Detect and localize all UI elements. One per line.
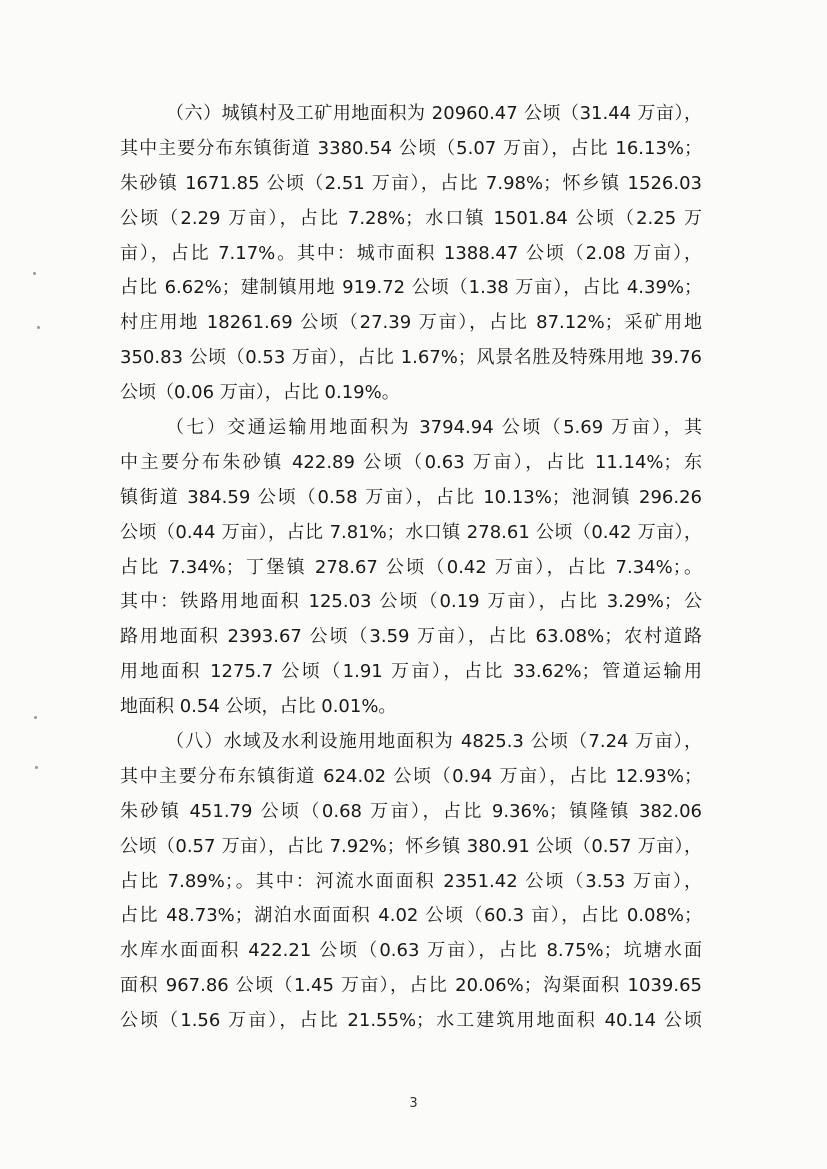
text-line: 占比 7.89%；。其中：河流水面面积 2351.42 公顷（3.53 万亩）， [120, 870, 702, 892]
text-line: 地面积 0.54 公顷，占比 0.01%。 [120, 696, 397, 718]
scan-speck [34, 716, 37, 719]
text-line: 占比 7.34%；丁堡镇 278.67 公顷（0.42 万亩），占比 7.34%；。 [120, 556, 702, 578]
text-line: 水库水面面积 422.21 公顷（0.63 万亩），占比 8.75%；坑塘水面 [120, 940, 702, 962]
text-line: （七）交通运输用地面积为 3794.94 公顷（5.69 万亩），其 [166, 417, 702, 439]
text-line: 公顷（0.44 万亩），占比 7.81%；水口镇 278.61 公顷（0.42 万亩）， [120, 521, 702, 543]
text-line: 朱砂镇 451.79 公顷（0.68 万亩），占比 9.36%；镇隆镇 382.06 [120, 800, 702, 822]
text-line: 朱砂镇 1671.85 公顷（2.51 万亩），占比 7.98%；怀乡镇 1526.03 [120, 172, 702, 194]
scan-speck [37, 326, 40, 329]
scan-speck [35, 766, 38, 769]
paragraph-urban-land [120, 97, 702, 411]
text-line: 中主要分布朱砂镇 422.89 公顷（0.63 万亩），占比 11.14%；东 [120, 451, 702, 473]
text-line: 其中主要分布东镇街道 3380.54 公顷（5.07 万亩），占比 16.13%； [120, 137, 702, 159]
text-line: 用地面积 1275.7 公顷（1.91 万亩），占比 33.62%；管道运输用 [120, 661, 702, 683]
paragraph-transport-land [120, 411, 702, 725]
text-line: （六）城镇村及工矿用地面积为 20960.47 公顷（31.44 万亩）， [166, 103, 702, 124]
text-line: 公顷（1.56 万亩），占比 21.55%；水工建筑用地面积 40.14 公顷 [120, 1010, 702, 1032]
text-line: 镇街道 384.59 公顷（0.58 万亩），占比 10.13%；池洞镇 296.26 [120, 486, 702, 508]
text-line: 公顷（0.06 万亩），占比 0.19%。 [120, 382, 400, 404]
text-line: 面积 967.86 公顷（1.45 万亩），占比 20.06%；沟渠面积 1039.65 [120, 975, 702, 997]
text-line: 村庄用地 18261.69 公顷（27.39 万亩），占比 87.12%；采矿用地 [120, 312, 702, 334]
text-line: 占比 48.73%；湖泊水面面积 4.02 公顷（60.3 亩），占比 0.08%； [120, 905, 702, 927]
body-text [120, 97, 702, 1039]
page-number: 3 [409, 1096, 418, 1111]
text-line: 其中：铁路用地面积 125.03 公顷（0.19 万亩），占比 3.29%；公 [120, 591, 702, 613]
paragraph-water-land [120, 725, 702, 1039]
text-line: 350.83 公顷（0.53 万亩），占比 1.67%；风景名胜及特殊用地 39.76 [120, 347, 702, 369]
text-line: 其中主要分布东镇街道 624.02 公顷（0.94 万亩），占比 12.93%； [120, 765, 702, 787]
text-line: （八）水域及水利设施用地面积为 4825.3 公顷（7.24 万亩）， [166, 731, 702, 753]
text-line: 路用地面积 2393.67 公顷（3.59 万亩），占比 63.08%；农村道路 [120, 626, 702, 648]
text-line: 公顷（0.57 万亩），占比 7.92%；怀乡镇 380.91 公顷（0.57 万亩）， [120, 835, 702, 857]
text-line: 公顷（2.29 万亩），占比 7.28%；水口镇 1501.84 公顷（2.25 万 [120, 207, 702, 229]
text-line: 占比 6.62%；建制镇用地 919.72 公顷（1.38 万亩），占比 4.39%； [120, 277, 702, 299]
text-line: 亩），占比 7.17%。其中：城市面积 1388.47 公顷（2.08 万亩）， [120, 242, 702, 264]
scan-speck [33, 272, 36, 275]
